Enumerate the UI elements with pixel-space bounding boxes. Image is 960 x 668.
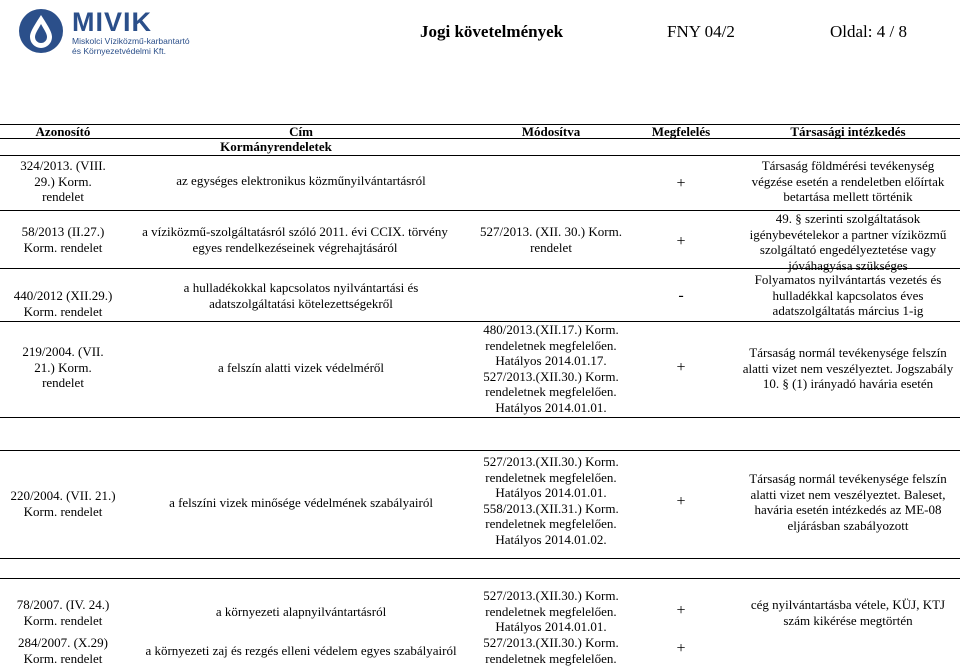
row-title: a hulladékokkal kapcsolatos nyilvántartási és adatszolgáltatási kötelezettségekről	[183, 280, 419, 311]
row-id: 220/2004. (VII. 21.) Korm. rendelet	[10, 488, 116, 519]
document-title: Jogi követelmények	[420, 22, 564, 41]
row-compliance: +	[676, 493, 686, 510]
column-header-measure: Társasági intézkedés	[790, 124, 906, 139]
table-rule	[0, 417, 960, 418]
row-measure: cég nyilvántartásba vétele, KÜJ, KTJ szám kikérése megtörtén	[750, 597, 946, 628]
row-id: 219/2004. (VII. 21.) Korm. rendelet	[22, 344, 104, 390]
section-title: Kormányrendeletek	[220, 139, 332, 154]
company-logo	[16, 6, 236, 56]
page-indicator: Oldal: 4 / 8	[830, 22, 907, 41]
row-modified: 527/2013. (XII. 30.) Korm. rendelet	[480, 224, 622, 255]
logo-mark-icon	[16, 6, 66, 56]
table-rule	[0, 558, 960, 559]
logo-name: MIVIK	[72, 7, 153, 37]
row-measure: Társaság földmérési tevékenység végzése esetén a rendeletben előírtak betartása mellett történik	[751, 158, 945, 204]
row-id: 78/2007. (IV. 24.) Korm. rendelet	[16, 597, 110, 628]
row-measure: 49. § szerinti szolgáltatások igénybevételekor a partner víziközmű szolgáltató engedélyeztetése vagy jóváhagyása szükséges	[749, 211, 947, 273]
row-id: 58/2013 (II.27.) Korm. rendelet	[21, 224, 105, 255]
row-measure: Folyamatos nyilvántartás vezetés és hulladékkal kapcsolatos éves adatszolgáltatás március 1-ig	[754, 272, 942, 318]
row-measure: Társaság normál tevékenysége felszín alatti vizet nem veszélyeztet. Baleset, havária esetén intézkedés az ME-08 eljárásban szabályozott	[749, 471, 947, 533]
row-title: az egységes elektronikus közműnyilvántartásról	[176, 173, 426, 188]
row-compliance: +	[676, 640, 686, 657]
row-title: a víziközmű-szolgáltatásról szóló 2011. évi CCIX. törvény egyes rendelkezéseinek végrehajtásáról	[142, 224, 448, 255]
row-compliance: +	[676, 175, 686, 192]
column-header-modified: Módosítva	[521, 124, 581, 139]
row-id: 440/2012 (XII.29.) Korm. rendelet	[13, 288, 113, 319]
row-id: 324/2013. (VIII. 29.) Korm. rendelet	[20, 158, 106, 204]
logo-subtitle-1: Miskolci Víziközmű-karbantartó	[72, 36, 190, 46]
table-rule	[0, 450, 960, 451]
row-measure: Társaság normál tevékenysége felszín alatti vizet nem veszélyeztet. Jogszabály 10. § (1) irányadó havária esetén	[742, 345, 954, 391]
row-id: 284/2007. (X.29) Korm. rendelet	[18, 635, 108, 666]
row-compliance: +	[676, 233, 686, 250]
row-title: a felszín alatti vizek védelméről	[217, 360, 385, 375]
table-rule	[0, 578, 960, 579]
column-header-title: Cím	[289, 124, 313, 139]
row-title: a környezeti alapnyilvántartásról	[215, 604, 387, 619]
column-header-id: Azonosító	[35, 124, 91, 139]
logo-subtitle-2: és Környezetvédelmi Kft.	[72, 46, 167, 56]
row-modified: 527/2013.(XII.30.) Korm. rendeletnek megfelelően. Hatályos 2014.01.01. 558/2013.(XII.31.) Korm. rendeletnek megfelelően. Hatályos 2014.01.02.	[483, 454, 619, 547]
row-modified: 527/2013.(XII.30.) Korm. rendeletnek megfelelően. Hatályos 2014.01.01.	[483, 588, 619, 634]
row-title: a felszíni vizek minősége védelmének szabályairól	[169, 495, 433, 510]
row-compliance: +	[676, 602, 686, 619]
row-compliance: -	[678, 287, 684, 304]
column-header-compliance: Megfelelés	[651, 124, 711, 139]
row-modified: 527/2013.(XII.30.) Korm. rendeletnek megfelelően.	[483, 635, 619, 666]
row-modified: 480/2013.(XII.17.) Korm. rendeletnek megfelelően. Hatályos 2014.01.17. 527/2013.(XII.30.) Korm. rendeletnek megfelelően. Hatályos 2014.01.01.	[483, 322, 619, 415]
table-rule	[0, 155, 960, 156]
row-title: a környezeti zaj és rezgés elleni védelem egyes szabályairól	[145, 643, 457, 658]
form-code: FNY 04/2	[667, 22, 735, 41]
row-compliance: +	[676, 359, 686, 376]
